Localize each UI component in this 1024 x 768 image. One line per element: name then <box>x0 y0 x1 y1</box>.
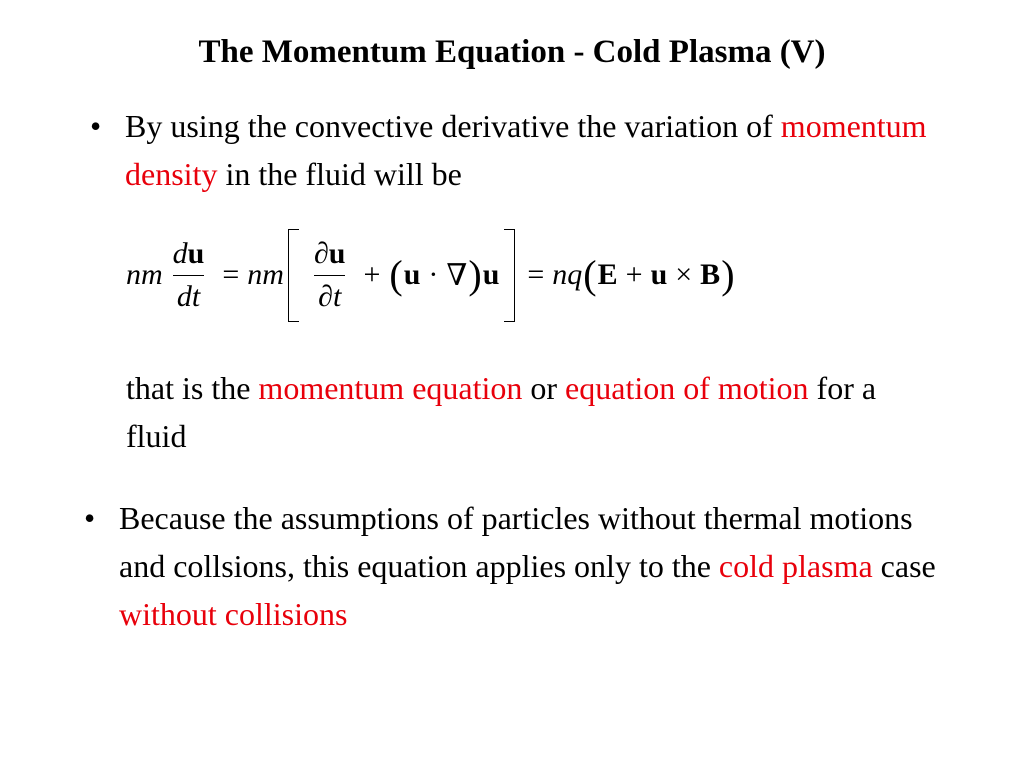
eq-rhs-coeff: nq <box>552 258 583 291</box>
eq-magnetic-field: B <box>700 258 721 291</box>
bullet-dot: • <box>90 108 102 144</box>
description-text-part: or <box>522 370 566 406</box>
eq-nabla: ∇ <box>446 258 468 292</box>
eq-mid-coeff: nm <box>247 258 284 291</box>
eq-u-vector: u <box>482 258 500 291</box>
highlight-momentum-equation: momentum equation <box>258 370 523 406</box>
eq-cross-operator: × <box>675 258 693 291</box>
eq-right-paren: ) <box>721 252 735 297</box>
slide-title: The Momentum Equation - Cold Plasma (V) <box>198 34 826 70</box>
eq-u-vector: u <box>650 258 668 291</box>
eq-fraction-numerator <box>169 237 209 275</box>
eq-partial-derivative-fraction <box>310 237 350 314</box>
eq-equals: = <box>527 258 545 291</box>
eq-total-derivative-fraction <box>169 237 209 314</box>
eq-u-vector: u <box>187 236 205 270</box>
eq-right-bracket <box>504 229 515 322</box>
highlight-momentum-density: momentum density <box>125 108 927 192</box>
eq-left-bracket <box>288 229 299 322</box>
bullet-dot: • <box>84 500 96 536</box>
eq-bracket-group <box>288 237 515 314</box>
momentum-equation <box>126 220 736 330</box>
highlight-without-collisions: without collisions <box>119 596 348 632</box>
eq-dot-operator: · <box>428 258 439 291</box>
bullet-text-part: By using the convective derivative the variation of <box>125 108 781 144</box>
eq-plus: + <box>625 258 643 291</box>
eq-plus: + <box>363 258 381 291</box>
highlight-cold-plasma: cold plasma <box>718 548 873 584</box>
eq-left-paren: ( <box>583 252 597 297</box>
highlight-equation-of-motion: equation of motion <box>565 370 809 406</box>
eq-fraction-denominator: dt <box>173 275 204 314</box>
eq-left-paren: ( <box>389 252 403 297</box>
equation-description <box>126 364 906 460</box>
eq-right-paren: ) <box>468 252 482 297</box>
bullet-text <box>119 494 964 638</box>
bullet-text-part: case <box>872 548 936 584</box>
bullet-text-part: in the fluid will be <box>217 156 462 192</box>
eq-electric-field: E <box>597 258 618 291</box>
eq-partial-symbol: ∂ <box>313 236 329 270</box>
description-text-part: that is the <box>126 370 259 406</box>
eq-partial-numerator <box>310 237 350 275</box>
bullet-text <box>125 102 970 198</box>
eq-partial-denominator: ∂t <box>314 275 345 314</box>
eq-u-vector: u <box>403 258 421 291</box>
eq-equals: = <box>222 258 240 291</box>
eq-lhs-coeff: nm <box>126 258 163 291</box>
eq-d: d <box>172 236 188 270</box>
bullet-item-cold-plasma <box>84 494 964 638</box>
description-text-part: for a fluid <box>126 370 877 454</box>
eq-u-vector: u <box>328 236 346 270</box>
bullet-text-part: Because the assumptions of particles without thermal motions and collsions, this equation applies only to the <box>119 500 913 584</box>
bullet-item-convective-derivative <box>90 102 970 198</box>
